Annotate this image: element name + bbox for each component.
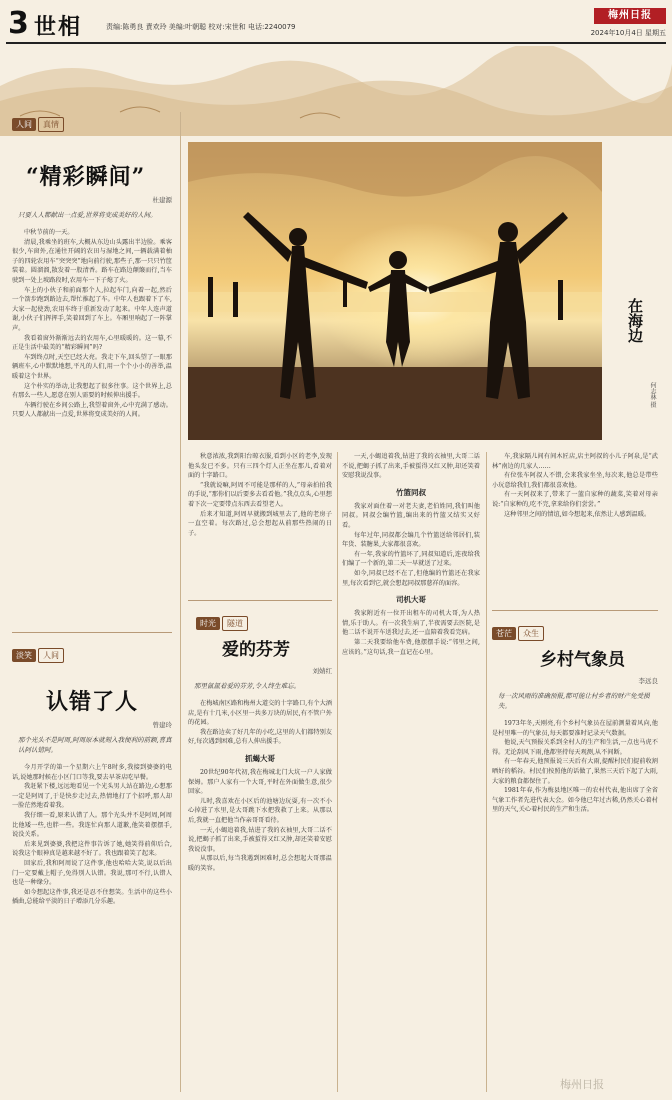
watermark: 梅州日报 (560, 1078, 604, 1091)
article-column-4 (492, 452, 658, 519)
column-rule (486, 452, 487, 1092)
article-jingcai (12, 112, 172, 420)
article-intro: 每一次风雨的准确预报,都可能让村乡者的财产免受损失。 (498, 692, 650, 710)
paragraph: 我看着窗外渐渐远去的农用车,心里暖暖的。这一幕,不正是生活中最美的“精彩瞬间”吗? (12, 334, 172, 352)
paragraph: 后来见到婆婆,我把这件事告诉了她,她笑得前仰后合,说我这个眼神真是越来越不好了。我也跟着笑了起来。 (12, 840, 172, 858)
paragraph: 从那以后,每当我遇到困难时,总会想起大哥那温暖的笑容。 (188, 855, 332, 872)
section-tag: 人间 (12, 118, 36, 131)
editor-credits: 责编:陈勇良 責欢玲 美编:叶朝聪 校对:宋世和 电话:2240079 (106, 23, 296, 31)
paragraph: 第二天我要给他车费,他摆摆手说:“邻里之间,应该的。”这句话,我一直记在心里。 (342, 638, 480, 656)
photo-credit: 何志林 摄 (649, 382, 656, 408)
article-xiangcunqixiangyuan (492, 600, 658, 815)
paragraph: 有位张车阿叔人不错,会来我家坐坐,每次来,他总是带些小玩意给我们,我们都很喜欢他。 (492, 472, 658, 489)
article-byline: 杜建源 (152, 196, 172, 204)
article-title: “精彩瞬间” (26, 164, 146, 190)
article-byline: 刘婧红 (312, 667, 332, 675)
article-title: 爱的芬芳 (222, 640, 290, 660)
paragraph: 一天,小蝎追着我,钻进了我的衣袖里,大哥二话不说,把蝎子抓了出来,手被蜇得又红又肿,却还笑着安慰我说没事。 (188, 826, 332, 853)
paragraph: 我赶紧下楼,远远地看见一个光头男人站在路边,心想那一定是阿周了,于是快步走过去,热情地打了个招呼,那人却一脸茫然地看着我。 (12, 783, 172, 810)
paragraph: 这种邻里之间的情谊,如今想起来,依然让人感到温暖。 (504, 510, 651, 518)
article-byline: 曾建玲 (152, 721, 172, 729)
section-tag-secondary: 人间 (38, 648, 64, 663)
article-column-3 (342, 452, 480, 657)
paragraph: 一天,小蝎追着我,钻进了我的衣袖里,大哥二话不说,把蝎子抓了出来,手被蜇得又红又肿,却还笑着安慰我说没事。 (342, 453, 480, 480)
paragraph: 他说,天气预报关系到全村人的生产和生活,一点也马虎不得。无论刮风下雨,他都坚持每天观测,从不间断。 (492, 739, 658, 756)
paragraph: 我在路边卖了好几年的小吃,这里的人们都特别友好,每次遇到困难,总有人伸出援手。 (188, 728, 332, 746)
article-aidefenfang (188, 590, 332, 874)
paragraph: 有一年,我家的竹篮坏了,同叔知道后,连夜给我们编了一个新的,第二天一早就送了过来。 (342, 550, 480, 568)
paragraph: 在梅城南区路和梅州大道交的十字路口,有个大酒店,是有十几米,小区里一共多万块的居民,有不管户外的花园。 (188, 700, 332, 727)
header-rule (6, 42, 666, 44)
column-rule (337, 452, 338, 1092)
paragraph: 车,我家隔儿间有间木匠店,店主阿叔的小儿子阿泉,是“武林”南边的几家人…… (492, 453, 658, 470)
section-tag: 时光 (196, 617, 220, 630)
paragraph: 后来才知道,阿周早就搬到城里去了,他的老房子一直空着。每次路过,总会想起从前那些热闹的日子。 (188, 510, 332, 537)
paragraph: 有一年春天,他预报说三天后有大雨,提醒村民们提前收割晒好的稻谷。村民们按照他的话做了,果然三天后下起了大雨,大家的粮食都保住了。 (492, 758, 658, 785)
article-intro: 那里氤氲着爱的芬芳,令人终生难忘。 (194, 682, 301, 690)
paragraph: 儿时,我喜欢在小区后的池塘边玩耍,有一次不小心掉进了水里,是大哥跳下水把我救了上来。从那以后,我就一直把他当作亲哥哥看待。 (188, 797, 332, 824)
divider (12, 632, 172, 633)
issue-date: 2024年10月4日 星期五 (590, 29, 666, 37)
subhead: 竹篮同叔 (396, 487, 426, 497)
article-renchuo (12, 622, 172, 907)
divider (188, 600, 332, 601)
paragraph: 今月开学的第一个星期六上午8时多,我接到婆婆的电话,说她那时候在小区门口等我,要去早茶店吃早餐。 (12, 764, 172, 781)
paragraph: “我就说嘛,阿周不可能是那样的人,”母亲拍拍我的手说,“那你们以后要多去看看他。”我点点头,心里想着下次一定要带点东西去看望老人。 (188, 481, 332, 508)
page-number: 3 (8, 6, 29, 41)
paragraph: 回家后,我和阿周说了这件事,他也哈哈大笑,说以后出门一定要戴上帽子,免得别人认错。我说,那可不行,认错人也是一种缘分。 (12, 859, 172, 887)
paragraph: 每年过年,同叔都会编几个竹篮送给邻居们,装年货、装糖果,大家都很喜欢。 (342, 531, 480, 549)
article-title: 乡村气象员 (540, 650, 625, 670)
divider (492, 610, 658, 611)
paper-logo: 梅州日报 (594, 8, 666, 24)
paragraph: 1981年春,作为梅县地区唯一的农村代表,他出席了全省气象工作者先进代表大会。如今他已年过古稀,仍然关心着村里的天气,关心着村民的生产和生活。 (492, 787, 658, 814)
paragraph: 20世纪90年代初,我在梅城北门大坑一户人家做保姆。那户人家有一个大哥,平时在外面做生意,很少回家。 (188, 768, 332, 796)
subhead: 司机大哥 (396, 595, 426, 605)
subhead: 抓蝎大哥 (245, 753, 275, 763)
paragraph: 如今,同叔已经不在了,但他编的竹篮还在我家里,每次看到它,就会想起同叔那慈祥的面容。 (342, 569, 480, 587)
paragraph: 秋意浓浓,我到阳台晾衣服,看到小区的老李,发现他头发已不多。只有三四个灯人正坐在那儿,看着对面的十字路口。 (188, 453, 332, 480)
paragraph: 这个朴实的举动,让我想起了很多往事。这个世界上,总有那么一些人,愿意在别人需要的时候伸出援手。 (12, 382, 172, 400)
paragraph: 清晨,我乘坐的班车,大概从东边山头露出半边脸。乘客很少,车窗外,在通往开阔的农田与湿地之间,一辆载满着柚子的四轮农用车“突突突”地向前行驶,那些子,那一只只竹筐装着。圆溜溜,散发着一股清香。路车在路边颠簸而行,当车驶到一处上坡路段时,农用车一下子熄了火。 (12, 238, 172, 284)
column-rule (180, 112, 181, 1092)
paragraph: 1973年冬,天刚亮,有个乡村气象员在屋前测量着风向,他是村里唯一的气象员,每天都要准时记录天气数据。 (492, 720, 658, 737)
article-byline: 李远良 (638, 677, 658, 685)
paragraph: 我仔细一看,原来认错了人。那个光头并不是阿周,阿周比他矮一些,也胖一些。我连忙向那人道歉,他笑着摆摆手,说没关系。 (12, 811, 172, 839)
section-tag-secondary: 真情 (38, 117, 64, 132)
section-tag-secondary: 隧道 (222, 616, 248, 631)
section-tag-secondary: 众生 (518, 626, 544, 641)
article-continuation-mid (188, 452, 332, 538)
paragraph: 我家附近有一位开出租车的司机大哥,为人热情,乐于助人。有一次我生病了,半夜需要去医院,是他二话不说开车送我过去,还一直陪着我看完病。 (342, 610, 480, 637)
section-tag: 苍茫 (492, 627, 516, 640)
article-intro: 那个光头不是阿周,阿周原本就刻入我便利的前额,喜真认阿认错阿。 (18, 736, 172, 754)
beach-sunset-photo (188, 142, 602, 440)
paragraph: 车到终点时,天空已经大亮。我走下车,回头望了一眼那辆班车,心中默默地想,平凡的人们,用一个个小小的善举,温暖着这个世界。 (12, 353, 172, 380)
section-name: 世相 (34, 15, 83, 40)
paragraph: 车上的小伙子和前面那个人,拉起车门,向着一起,然后一个箭步跑到路边去,帮忙推起了车。中年人也跟着下了车,大家一起使劲,农用车终于重新发动了起来。中年人连声道谢,小伙子们挥挥手,笑着回到了车上。车厢里响起了一阵掌声。 (12, 286, 172, 332)
paragraph: 我家对面住着一对老夫妻,老伯姓同,我们叫他同叔。同叔会编竹篮,编出来的竹篮又结实又好看。 (342, 502, 480, 529)
masthead (6, 8, 666, 42)
article-intro: 只要人人都献出一点爱,世界将变成美好的人间。 (18, 211, 157, 219)
photo-title: 在海边 (626, 298, 644, 343)
paragraph: 车辆行驶在乡间公路上,我望着窗外,心中充满了感动。只要人人都献出一点爱,世界将变成美好的人间。 (12, 401, 172, 419)
paragraph: 如今想起这件事,我还是忍不住想笑。生活中的这些小插曲,总能给平淡的日子增添几分乐趣。 (12, 888, 172, 906)
paragraph: 中秋节前的一天。 (24, 229, 74, 236)
section-tag: 淡笑 (12, 649, 36, 662)
article-title: 认错了人 (46, 689, 139, 715)
paragraph: 有一天阿叔来了,带来了一篮自家种的蔬菜,笑着对母亲说:“自家种的,吃不完,拿来给你们尝尝。” (492, 491, 658, 508)
